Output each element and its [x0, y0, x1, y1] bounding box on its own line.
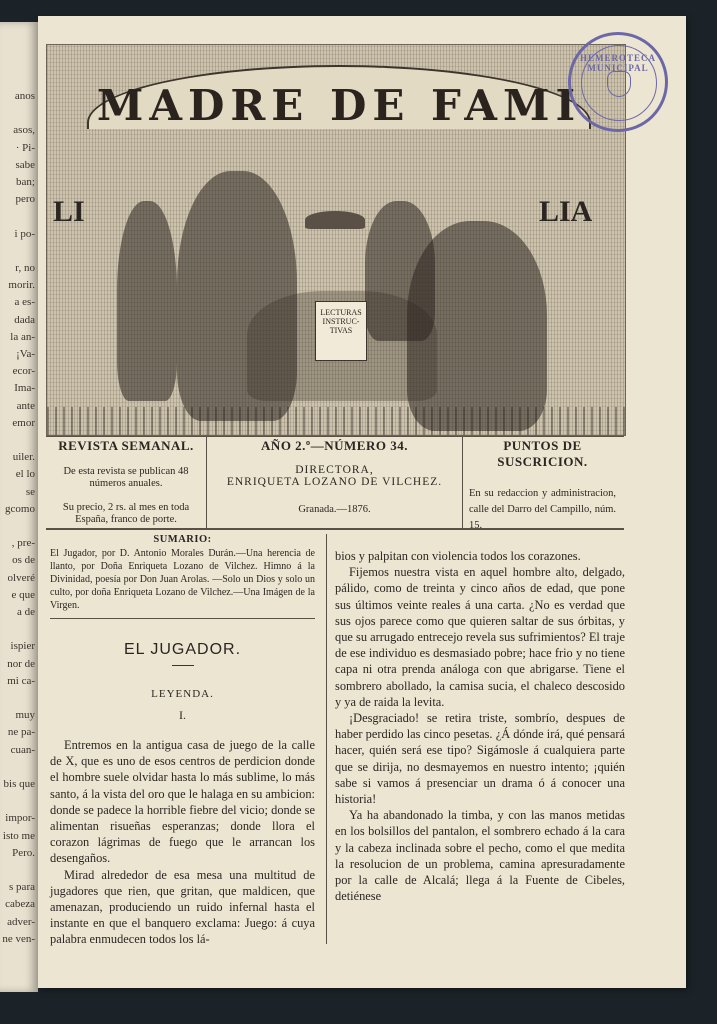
- director-label: DIRECTORA,: [295, 464, 374, 476]
- left-page-line: isto me: [2, 829, 35, 842]
- figure-mother: [177, 171, 297, 421]
- masthead-illustration: [46, 44, 626, 436]
- hanging-lamp: [305, 211, 365, 229]
- left-page-line: muy: [15, 709, 35, 722]
- rule-bottom: [46, 528, 624, 530]
- left-page-line: cuan-: [10, 743, 35, 756]
- library-stamp: [568, 32, 668, 132]
- info-column-left: [46, 436, 206, 528]
- left-page-line: asos,: [13, 124, 35, 137]
- left-page-line: sabe: [15, 158, 35, 171]
- paragraph: bios y palpitan con violencia todos los corazones.: [335, 549, 581, 563]
- publication-title: MADRE DE FAMI: [96, 81, 582, 130]
- left-page-line: ¡Va-: [16, 348, 35, 360]
- left-page-line: cabeza: [5, 898, 35, 911]
- right-column: [335, 548, 625, 904]
- sumario-heading: SUMARIO:: [153, 534, 212, 545]
- title-banner: [87, 65, 591, 129]
- left-page-line: el lo: [15, 468, 35, 481]
- title-left-end: LI: [53, 195, 85, 228]
- crest-icon: [607, 71, 631, 97]
- article-title: EL JUGADOR.: [123, 641, 242, 658]
- left-page-line: i po-: [14, 227, 35, 240]
- stamp-text: HEMEROTECA MUNICIPAL: [579, 53, 656, 73]
- chapter-number: I.: [179, 708, 186, 722]
- left-page-line: s para: [9, 881, 35, 894]
- title-right-end: LIA: [539, 195, 593, 228]
- left-page-line: anos: [14, 90, 35, 102]
- figure-seated-woman: [407, 221, 547, 431]
- paragraph: Mirad alrededor de esa mesa una multitud de jugadores que rien, que gritan, que maldicen, que amenazan, produciendo un ruido infernal hasta el instante en que el banquero exclama: Juego: á cuya palabra enmudecen todos los lá-: [50, 867, 315, 947]
- left-page-line: adver-: [7, 915, 35, 928]
- info-column-right: [461, 436, 624, 531]
- publication-frequency: De esta revista se publican 48 números anuales.: [63, 466, 189, 489]
- left-page-line: · Pi-: [15, 141, 35, 154]
- sumario-text: El Jugador, por D. Antonio Morales Durán.—Una herencia de llanto, por Doña Enriqueta Lozano de Vilchez. Himno á la Divinidad, poesía por Don Juan Arolas. —Solo un Dios y solo un culto, por doña Enriqueta Lozano de Vilchez.—Una Imágen de la Virgen.: [50, 548, 315, 611]
- paragraph: Ya ha abandonado la timba, y con las manos metidas en los bolsillos del pantalon, el sombrero echado á la cara y la cabeza inclinada sobre el pecho, como el que medita la resolucion de un problema, camina apresuradamente por la calle de Alcalá; llega á la Fuente de Cibeles, detiénese: [335, 808, 625, 904]
- left-page-line: Pero.: [12, 846, 35, 859]
- left-page-line: Ima-: [14, 382, 35, 395]
- figure-child: [117, 201, 177, 401]
- left-page-line: , pre-: [11, 537, 35, 550]
- left-page-line: se: [25, 485, 35, 498]
- left-page-line: dada: [14, 313, 35, 326]
- subscription-points: PUNTOS DE SUSCRICION.: [497, 438, 588, 469]
- paragraph: Fijemos nuestra vista en aquel hombre alto, delgado, pálido, como de treinta y cinco años de edad, que pone sus últimos veinte reales á una carta. ¿No es verdad que sus ojos parece como que quieren saltar de sus órbitas, y que su arrugado entrecejo revela sus sufrimientos? El traje de ese individuo es desmasiado pobre; hace frio y no tiene capa ni otra prenda análoga con que abrigarse. Tiene el sombrero abollado, la camisa sucia, el chaleco descosido y ya de raida la levita.: [335, 565, 625, 709]
- title-rule: [172, 665, 194, 666]
- issue-number: AÑO 2.º—NÚMERO 34.: [261, 438, 408, 453]
- left-page-line: bis que: [3, 778, 35, 790]
- left-page-line: emor: [12, 416, 35, 429]
- subscription-price: Su precio, 2 rs. al mes en toda España, franco de porte.: [62, 502, 190, 525]
- left-page-line: olveré: [7, 571, 35, 584]
- revista-semanal: REVISTA SEMANAL.: [58, 438, 194, 453]
- left-page-line: r, no: [15, 262, 35, 274]
- left-page-line: impor-: [5, 812, 35, 825]
- left-page-line: e que: [11, 588, 35, 601]
- left-page-line: mi ca-: [7, 674, 35, 687]
- sumario-rule: [50, 618, 315, 619]
- director-name: ENRIQUETA LOZANO DE VILCHEZ.: [226, 476, 443, 488]
- article-subtitle: LEYENDA.: [151, 688, 214, 700]
- left-page-line: ante: [16, 399, 35, 412]
- left-page-line: os de: [12, 554, 35, 567]
- paragraph: Entremos en la antigua casa de juego de la calle de X, que es uno de esos centros de perdicion donde el hombre suele olvidar hasta lo más sublime, lo más santo, á la vista del oro que le halaga en su ambicion: donde se padece la horrible fiebre del vicio; donde se alimentan risueñas esperanzas; donde llora el corazon lágrimas de fuego que le arrancan los desengaños.: [50, 738, 315, 866]
- left-page-line: morir.: [8, 279, 35, 292]
- left-page-line: uiler.: [12, 451, 35, 464]
- floor: [47, 407, 625, 435]
- left-page-line: a de: [16, 606, 35, 618]
- left-page-line: ecor-: [12, 365, 35, 378]
- left-page-line: gcomo: [5, 502, 35, 515]
- left-page-line: pero: [15, 193, 35, 206]
- header-info: [46, 436, 624, 531]
- family-scene: [47, 141, 625, 435]
- place-date: Granada.—1876.: [298, 504, 371, 515]
- article-body: [50, 534, 628, 954]
- left-page-line: la an-: [10, 330, 35, 343]
- newspaper-page: [38, 16, 686, 988]
- left-page-line: nor de: [7, 657, 35, 670]
- column-divider: [326, 534, 327, 944]
- left-page-line: ne ven-: [2, 932, 35, 945]
- rule-top: [46, 436, 624, 437]
- left-page-line: ispier: [10, 640, 35, 653]
- left-column: [50, 534, 315, 948]
- subscription-address: En su redaccion y administracion, calle del Darro del Campillo, núm. 15.: [469, 488, 616, 531]
- open-book: LECTURAS INSTRUC-TIVAS: [315, 301, 367, 361]
- left-page-edge: [0, 22, 38, 992]
- left-page-line: ne pa-: [7, 726, 35, 739]
- left-page-line: ban;: [16, 176, 35, 188]
- paragraph: ¡Desgraciado! se retira triste, sombrío, despues de haber perdido las cinco pesetas. ¿Á dónde irá, qué pensará hacer, quién será ese tipo? Sigámosle á cualquiera parte que se dirija, no desmayemos en nuestro intento; ¡quién sabe si vamos á presenciar un drama ó á conocer una historia!: [335, 711, 625, 807]
- left-page-line: a es-: [14, 296, 35, 309]
- info-column-center: [206, 436, 463, 528]
